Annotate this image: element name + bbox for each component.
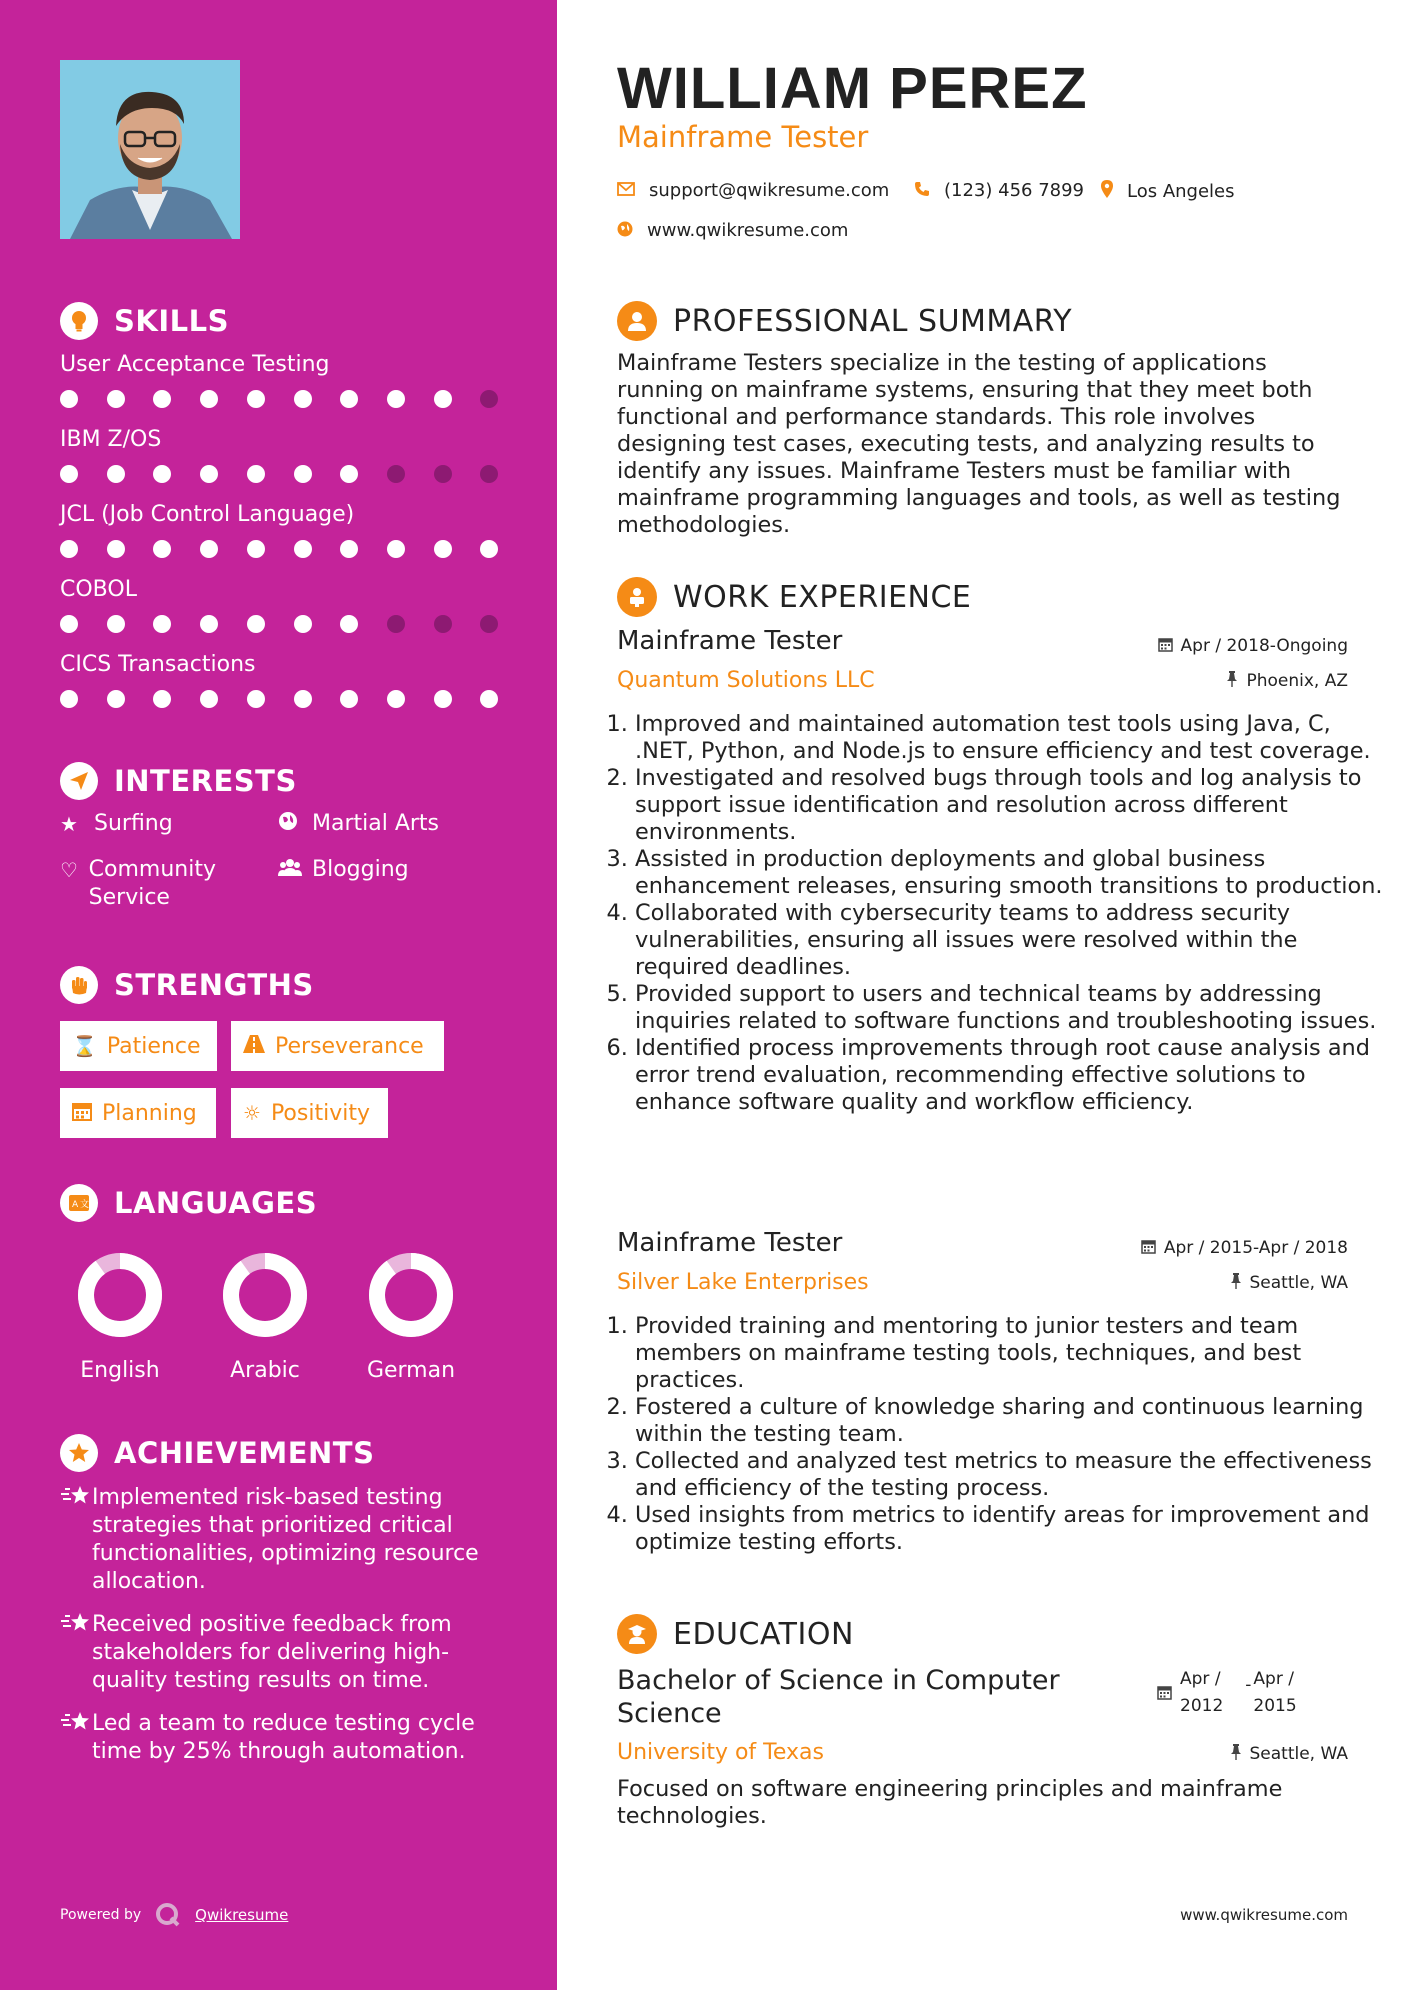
rating-dot [200, 690, 218, 708]
rating-dot [247, 540, 265, 558]
language-ring [220, 1250, 310, 1340]
rating-dot [387, 690, 405, 708]
job-company: Silver Lake Enterprises [617, 1270, 869, 1295]
rating-dot [200, 540, 218, 558]
list-item: 1. Provided training and mentoring to junior testers and team members on mainframe testing tools, techniques, and best practices. [635, 1313, 1385, 1394]
rating-dot [480, 690, 498, 708]
school-name: University of Texas [617, 1740, 824, 1765]
contact-website[interactable]: www.qwikresume.com [617, 220, 848, 241]
map-pin-icon [1101, 180, 1113, 202]
powered-by: Powered by Qwikresume [60, 1902, 288, 1928]
rating-dot [434, 540, 452, 558]
skills-header [60, 302, 229, 340]
road-icon [243, 1034, 265, 1058]
skill-name: JCL (Job Control Language) [60, 502, 355, 527]
paper-plane-icon [60, 762, 98, 800]
rating-dot [480, 615, 498, 633]
experience-header [617, 577, 971, 617]
rating-dot [60, 465, 78, 483]
heart-icon: ♡ [60, 858, 78, 882]
sun-icon: ☼ [243, 1101, 261, 1125]
rating-dot [434, 690, 452, 708]
rating-dot [387, 465, 405, 483]
calendar-icon [1158, 637, 1173, 656]
rating-dot [247, 465, 265, 483]
rating-dot [153, 540, 171, 558]
users-icon [278, 856, 304, 884]
rating-dot [107, 390, 125, 408]
rating-dot [340, 540, 358, 558]
rating-dot [60, 540, 78, 558]
calendar-icon [1141, 1239, 1156, 1258]
job-role: Mainframe Tester [617, 626, 843, 656]
strengths-header [60, 966, 314, 1004]
lightbulb-icon [60, 302, 98, 340]
rating-dot [480, 390, 498, 408]
rating-dot [107, 615, 125, 633]
ring-fill [86, 1261, 154, 1329]
rating-dot [480, 540, 498, 558]
job-title: Mainframe Tester [617, 120, 869, 154]
language-icon [60, 1184, 98, 1222]
rating-dot [340, 390, 358, 408]
rating-dot [247, 690, 265, 708]
rating-dot [294, 690, 312, 708]
rating-dot [247, 615, 265, 633]
skill-name: User Acceptance Testing [60, 352, 330, 377]
user-icon [617, 301, 657, 341]
degree-title: Bachelor of Science in Computer Science [617, 1665, 1060, 1729]
skill-name: IBM Z/OS [60, 427, 162, 452]
rating-dot [387, 390, 405, 408]
footer-website[interactable]: www.qwikresume.com [1180, 1906, 1348, 1924]
pin-icon [1230, 1273, 1242, 1293]
experience-title: WORK EXPERIENCE [673, 579, 972, 615]
rating-dot [153, 390, 171, 408]
pin-icon [1230, 1744, 1242, 1764]
rating-dot [340, 465, 358, 483]
summary-header [617, 301, 1072, 341]
rating-dot [294, 465, 312, 483]
globe-icon [278, 810, 304, 838]
interest-item: Blogging [278, 856, 409, 884]
education-header [617, 1614, 854, 1654]
language-ring [75, 1250, 165, 1340]
skill-rating [60, 690, 500, 710]
ring-fill [231, 1261, 299, 1329]
achievement-item: Received positive feedback from stakeholders for delivering high-quality testing results on time. [60, 1611, 500, 1695]
shooting-star-icon [60, 1484, 92, 1596]
interests-title: INTERESTS [114, 764, 297, 798]
summary-title: PROFESSIONAL SUMMARY [673, 303, 1073, 339]
rating-dot [387, 615, 405, 633]
language-item [50, 1250, 190, 1383]
skill-name: CICS Transactions [60, 652, 256, 677]
list-item: 4. Used insights from metrics to identify areas for improvement and optimize testing efforts. [635, 1502, 1385, 1556]
graduation-icon [617, 1614, 657, 1654]
star-icon: ★ [60, 812, 78, 836]
rating-dot [107, 465, 125, 483]
rating-dot [107, 540, 125, 558]
achievement-item: Led a team to reduce testing cycle time by 25% through automation. [60, 1710, 500, 1766]
rating-dot [434, 615, 452, 633]
rating-dot [200, 615, 218, 633]
achievements-title: ACHIEVEMENTS [114, 1436, 375, 1470]
list-item: 5. Provided support to users and technical teams by addressing inquiries related to software functions and troubleshooting issues. [635, 981, 1385, 1035]
list-item: 2. Investigated and resolved bugs through tools and log analysis to support issue identification and resolution across different environments. [635, 765, 1385, 846]
strength-badge: ⌛ Patience [60, 1021, 217, 1071]
interest-item: ♡ Community Service [60, 857, 216, 910]
skills-title: SKILLS [114, 304, 229, 338]
envelope-icon [617, 181, 635, 200]
list-item: 3. Assisted in production deployments and global business enhancement releases, ensuring smooth transitions to production. [635, 846, 1385, 900]
interest-item: Martial Arts [278, 810, 439, 838]
achievement-item: Implemented risk-based testing strategies that prioritized critical functionalities, optimizing resource allocation. [60, 1484, 500, 1596]
contact-email[interactable]: support@qwikresume.com [617, 180, 889, 201]
job-dates: Apr / 2018-Ongoing [1158, 636, 1348, 656]
trophy-star-icon [60, 1434, 98, 1472]
achievements-header [60, 1434, 374, 1472]
list-item: 3. Collected and analyzed test metrics to measure the effectiveness and efficiency of the testing process. [635, 1448, 1385, 1502]
rating-dot [294, 615, 312, 633]
skill-rating [60, 615, 500, 635]
job-dates: Apr / 2015-Apr / 2018 [1141, 1238, 1348, 1258]
rating-dot [434, 465, 452, 483]
shooting-star-icon [60, 1611, 92, 1695]
education-title: EDUCATION [673, 1616, 854, 1652]
job-responsibilities [607, 711, 1385, 1116]
rating-dot [200, 390, 218, 408]
skill-rating [60, 540, 500, 560]
interests-header [60, 762, 297, 800]
qwikresume-logo-icon [155, 1902, 181, 1928]
skill-name: COBOL [60, 577, 137, 602]
rating-dot [60, 615, 78, 633]
job-responsibilities [607, 1313, 1385, 1556]
list-item: 4. Collaborated with cybersecurity teams to address security vulnerabilities, ensuring all issues were resolved within the required deadlines. [635, 900, 1385, 981]
language-label: German [366, 1358, 456, 1383]
pin-icon [1226, 671, 1238, 691]
hand-icon [60, 966, 98, 1004]
interest-item: ★ Surfing [60, 811, 173, 836]
contact-phone[interactable]: (123) 456 7899 [914, 180, 1084, 201]
rating-dot [60, 390, 78, 408]
strengths-title: STRENGTHS [114, 968, 314, 1002]
rating-dot [247, 390, 265, 408]
education-dates: Apr / 2012 - Apr / 2015 [1157, 1666, 1297, 1720]
globe-icon [617, 221, 633, 241]
svg-text:A: A [72, 1200, 79, 1210]
rating-dot [434, 390, 452, 408]
list-item: 1. Improved and maintained automation test tools using Java, C, .NET, Python, and Node.js to ensure efficiency and test coverage. [635, 711, 1385, 765]
skill-rating [60, 465, 500, 485]
main-content [557, 0, 1407, 1990]
calendar-icon [72, 1101, 92, 1126]
rating-dot [294, 390, 312, 408]
language-label: Arabic [230, 1358, 300, 1383]
languages-title: LANGUAGES [114, 1186, 318, 1220]
rating-dot [480, 465, 498, 483]
job-location: Seattle, WA [1230, 1273, 1349, 1293]
candidate-name: WILLIAM PEREZ [617, 56, 1088, 121]
sidebar [0, 0, 557, 1990]
rating-dot [294, 540, 312, 558]
rating-dot [200, 465, 218, 483]
shooting-star-icon [60, 1710, 92, 1766]
contact-location: Los Angeles [1101, 180, 1235, 202]
language-item [341, 1250, 481, 1383]
languages-header [60, 1184, 317, 1222]
rating-dot [387, 540, 405, 558]
language-ring [366, 1250, 456, 1340]
strength-badge: Planning [60, 1088, 216, 1138]
list-item: 6. Identified process improvements through root cause analysis and error trend evaluation, recommending effective solutions to enhance software quality and workflow efficiency. [635, 1035, 1385, 1116]
language-item [195, 1250, 335, 1383]
briefcase-icon [617, 577, 657, 617]
education-location: Seattle, WA [1230, 1744, 1349, 1764]
skill-rating [60, 390, 500, 410]
svg-text:文: 文 [80, 1200, 90, 1210]
job-location: Phoenix, AZ [1226, 671, 1348, 691]
list-item: 2. Fostered a culture of knowledge sharing and continuous learning within the testing team. [635, 1394, 1385, 1448]
rating-dot [107, 690, 125, 708]
rating-dot [153, 465, 171, 483]
rating-dot [153, 690, 171, 708]
qwikresume-link[interactable]: Qwikresume [195, 1906, 289, 1924]
profile-photo [60, 60, 240, 239]
rating-dot [340, 690, 358, 708]
hourglass-icon: ⌛ [72, 1034, 97, 1058]
education-description: Focused on software engineering principles and mainframe technologies. [617, 1776, 1283, 1829]
phone-icon [914, 181, 930, 201]
summary-text: Mainframe Testers specialize in the testing of applications running on mainframe systems, ensuring that they meet both functional and performance standards. This role involves designing test cases, executing tests, and analyzing results to identify any issues. Mainframe Testers must be familiar with mainframe programming languages and tools, as well as testing methodologies. [617, 350, 1341, 538]
job-company: Quantum Solutions LLC [617, 668, 875, 693]
job-role: Mainframe Tester [617, 1228, 843, 1258]
rating-dot [153, 615, 171, 633]
ring-fill [377, 1261, 445, 1329]
strength-badge: Perseverance [231, 1021, 444, 1071]
calendar-icon [1157, 1682, 1172, 1709]
rating-dot [340, 615, 358, 633]
strength-badge: ☼ Positivity [231, 1088, 388, 1138]
language-label: English [80, 1358, 160, 1383]
rating-dot [60, 690, 78, 708]
